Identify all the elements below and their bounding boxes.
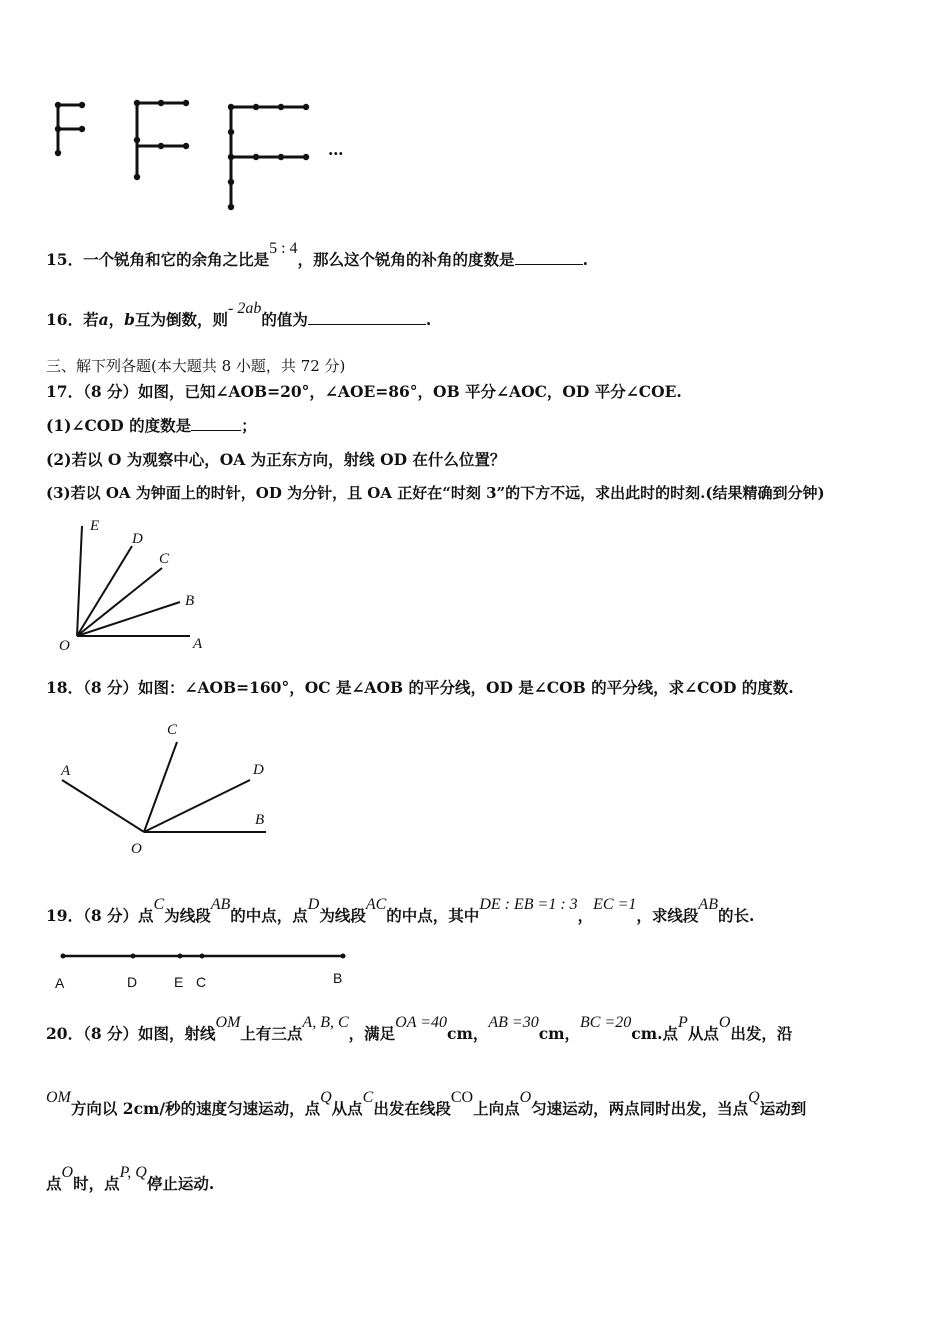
q19-t6: ，求线段 [636, 906, 699, 925]
q19-label-B: B [333, 970, 343, 986]
q16-var-a: a [98, 310, 109, 329]
q20-l2-d: 上向点 [473, 1099, 520, 1118]
q15-text-b: ，那么这个锐角的补角的度数是 [297, 250, 515, 269]
q20-P: P [678, 1014, 688, 1031]
q18-angle-figure [52, 728, 292, 868]
q20-ABC: A, B, C [302, 1014, 349, 1031]
section-3-heading: 三、解下列各题(本大题共 8 小题，共 72 分) [46, 357, 346, 375]
q20-l1-a: 20．（8 分）如图，射线 [46, 1024, 216, 1043]
q16-answer-blank[interactable] [308, 310, 426, 325]
q19-ec: EC =1 [593, 896, 637, 913]
q20-Q2: Q [748, 1089, 760, 1106]
q17-label-D: D [132, 531, 143, 547]
q17-answer-blank[interactable] [191, 416, 241, 431]
q19-number: 19．（8 分）点 [46, 906, 154, 925]
q20-l3-c: 停止运动. [146, 1174, 215, 1193]
q17-label-C: C [159, 551, 170, 567]
q20-l2-e: 匀速运动，两点同时出发，当点 [531, 1099, 749, 1118]
q20-cm3: cm.点 [631, 1024, 679, 1043]
q20-l1-b: 上有三点 [240, 1024, 303, 1043]
q20-l2-f: 运动到 [759, 1099, 807, 1118]
stick-joints [55, 100, 309, 210]
q16-sep: ， [108, 310, 125, 329]
q17-label-B: B [185, 593, 195, 609]
q18-label-D: D [253, 762, 264, 778]
q20-CO: CO [450, 1089, 474, 1106]
question-15 [46, 240, 588, 270]
q19-t3: 为线段 [319, 906, 366, 925]
q16-text-a: 若 [83, 310, 99, 329]
q20-O3: O [61, 1164, 74, 1181]
q19-label-A: A [55, 975, 65, 991]
point-E [178, 954, 183, 959]
q16-text-b: 互为倒数，则 [135, 310, 229, 329]
point-C [200, 954, 205, 959]
q20-cm2: cm， [538, 1024, 581, 1043]
pattern-ellipsis: … [328, 140, 344, 159]
q20-line1 [46, 1014, 793, 1044]
q18-line1: 18．（8 分）如图：∠AOB=160°，OC 是∠AOB 的平分线，OD 是∠COB 的平分线，求∠COD 的度数. [46, 678, 794, 697]
q20-BC: BC =20 [580, 1014, 632, 1031]
q17-part1-a: (1)∠COD 的度数是 [46, 416, 192, 435]
question-16 [46, 300, 432, 330]
q17-part2: (2)若以 O 为观察中心，OA 为正东方向，射线 OD 在什么位置？ [46, 450, 506, 469]
q15-text-a: 一个锐角和它的余角之比是 [83, 250, 270, 269]
q19-C: C [153, 896, 165, 913]
q19-t1: 为线段 [164, 906, 211, 925]
q18-label-B: B [255, 812, 265, 828]
q20-l1-e: 出发，沿 [730, 1024, 793, 1043]
q19-segment-figure [55, 946, 355, 966]
q20-l2-a: 方向以 2cm/秒的速度匀速运动，点 [70, 1099, 321, 1118]
q17-label-A: A [193, 636, 203, 652]
q20-line2 [46, 1089, 807, 1119]
q17-part1 [46, 414, 257, 436]
q17-part1-b: ； [241, 416, 257, 435]
point-B [341, 954, 346, 959]
q20-l1-c: ，满足 [348, 1024, 396, 1043]
q20-l2-b: 从点 [331, 1099, 363, 1118]
q19-AC: AC [365, 896, 387, 913]
q19-AB: AB [210, 896, 231, 913]
q16-var-b: b [124, 310, 135, 329]
q20-Q: Q [320, 1089, 332, 1106]
q18-label-A: A [61, 763, 71, 779]
q19-t2: 的中点，点 [230, 906, 308, 925]
question-19 [46, 896, 755, 926]
q20-l3-b: 时，点 [73, 1174, 120, 1193]
point-A [61, 954, 66, 959]
q18-label-C: C [167, 722, 178, 738]
q19-t4: 的中点，其中 [386, 906, 480, 925]
q20-l1-d: 从点 [687, 1024, 719, 1043]
q19-AB2: AB [698, 896, 718, 913]
q17-line1: 17．（8 分）如图，已知∠AOB=20°，∠AOE=86°，OB 平分∠AOC，OD 平分∠COE. [46, 382, 682, 401]
q16-end: . [425, 310, 432, 329]
q19-t5: ， [577, 906, 594, 925]
q20-cm1: cm， [447, 1024, 489, 1043]
q15-answer-blank[interactable] [515, 250, 583, 265]
ray-OA [62, 780, 144, 832]
q20-OA: OA =40 [395, 1014, 447, 1031]
ray-OE [77, 526, 82, 636]
ray-OB [77, 602, 180, 636]
q17-label-O: O [59, 638, 70, 654]
q20-l2-c: 出发在线段 [373, 1099, 451, 1118]
q19-ratio: DE : EB =1 : 3 [479, 896, 578, 913]
q20-O2: O [519, 1089, 532, 1106]
q20-PQ: P, Q [119, 1164, 147, 1181]
q20-OM: OM [215, 1014, 241, 1031]
q17-part3: (3)若以 OA 为钟面上的时针，OD 为分针，且 OA 正好在“时刻 3”的下方不远，求出此时的时刻.(结果精确到分钟) [46, 484, 825, 502]
q20-O: O [718, 1014, 731, 1031]
matchstick-pattern-figure [50, 95, 370, 215]
q18-label-O: O [131, 841, 142, 857]
q19-t7: 的长. [717, 906, 755, 925]
q16-expression: - 2ab [228, 300, 262, 317]
q15-end: . [582, 250, 588, 269]
q19-label-E: E [174, 974, 184, 990]
q20-C: C [362, 1089, 374, 1106]
ray-OC [77, 568, 162, 636]
q20-AB: AB =30 [488, 1014, 539, 1031]
q20-OM2: OM [46, 1089, 71, 1106]
q15-number: 15． [46, 250, 84, 269]
q15-ratio: 5 : 4 [269, 240, 298, 257]
q19-label-C: C [196, 974, 207, 990]
ray-OD [77, 546, 132, 636]
q19-label-D: D [127, 974, 138, 990]
q16-text-c: 的值为 [261, 310, 308, 329]
q16-number: 16． [46, 310, 84, 329]
q17-label-E: E [90, 518, 100, 534]
q19-D: D [307, 896, 320, 913]
point-D [131, 954, 136, 959]
q20-l3-a: 点 [46, 1174, 62, 1193]
q20-line3 [46, 1164, 215, 1194]
